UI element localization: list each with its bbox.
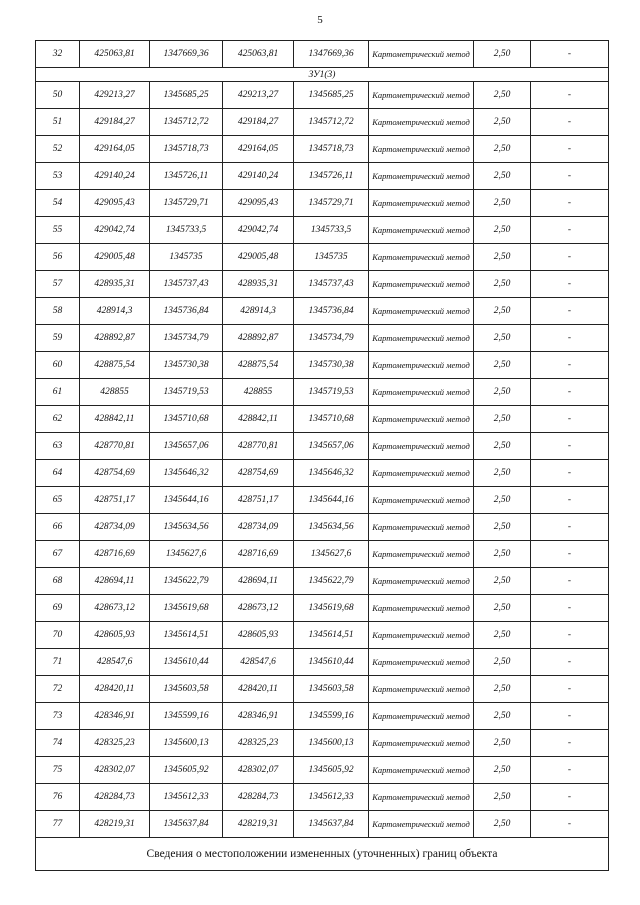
y-coord-cell: 1345612,33	[150, 784, 223, 811]
point-number-cell: 67	[36, 541, 80, 568]
method-cell: Картометрический метод	[369, 406, 474, 433]
method-cell: Картометрический метод	[369, 217, 474, 244]
table-row	[36, 163, 609, 190]
y-coord-cell: 1345734,79	[150, 325, 223, 352]
point-number-cell: 72	[36, 676, 80, 703]
y-coord-cell: 1345599,16	[150, 703, 223, 730]
y-new-coord-cell: 1345610,44	[294, 649, 369, 676]
x-new-coord-cell: 428284,73	[223, 784, 294, 811]
point-number-cell: 71	[36, 649, 80, 676]
accuracy-cell: 2,50	[474, 352, 531, 379]
y-coord-cell: 1345619,68	[150, 595, 223, 622]
table-row	[36, 352, 609, 379]
y-coord-cell: 1345736,84	[150, 298, 223, 325]
y-new-coord-cell: 1345729,71	[294, 190, 369, 217]
x-new-coord-cell: 428751,17	[223, 487, 294, 514]
x-new-coord-cell: 428325,23	[223, 730, 294, 757]
y-new-coord-cell: 1345600,13	[294, 730, 369, 757]
y-new-coord-cell: 1345646,32	[294, 460, 369, 487]
accuracy-cell: 2,50	[474, 622, 531, 649]
y-new-coord-cell: 1345710,68	[294, 406, 369, 433]
x-coord-cell: 425063,81	[80, 41, 150, 68]
y-coord-cell: 1345614,51	[150, 622, 223, 649]
accuracy-cell: 2,50	[474, 676, 531, 703]
description-cell: -	[531, 487, 609, 514]
x-coord-cell: 428420,11	[80, 676, 150, 703]
footer-title: Сведения о местоположении измененных (уточненных) границ объекта	[36, 838, 609, 871]
accuracy-cell: 2,50	[474, 190, 531, 217]
y-coord-cell: 1345637,84	[150, 811, 223, 838]
y-coord-cell: 1345603,58	[150, 676, 223, 703]
table-row	[36, 217, 609, 244]
y-coord-cell: 1345685,25	[150, 82, 223, 109]
point-number-cell: 54	[36, 190, 80, 217]
point-number-cell: 64	[36, 460, 80, 487]
accuracy-cell: 2,50	[474, 109, 531, 136]
x-coord-cell: 428284,73	[80, 784, 150, 811]
description-cell: -	[531, 784, 609, 811]
description-cell: -	[531, 41, 609, 68]
accuracy-cell: 2,50	[474, 487, 531, 514]
x-coord-cell: 428673,12	[80, 595, 150, 622]
x-new-coord-cell: 428734,09	[223, 514, 294, 541]
method-cell: Картометрический метод	[369, 649, 474, 676]
y-new-coord-cell: 1345637,84	[294, 811, 369, 838]
method-cell: Картометрический метод	[369, 784, 474, 811]
x-new-coord-cell: 428673,12	[223, 595, 294, 622]
point-number-cell: 70	[36, 622, 80, 649]
y-coord-cell: 1345735	[150, 244, 223, 271]
x-new-coord-cell: 428694,11	[223, 568, 294, 595]
description-cell: -	[531, 217, 609, 244]
description-cell: -	[531, 271, 609, 298]
table-row	[36, 325, 609, 352]
x-coord-cell: 429184,27	[80, 109, 150, 136]
method-cell: Картометрический метод	[369, 41, 474, 68]
table-row	[36, 136, 609, 163]
point-number-cell: 32	[36, 41, 80, 68]
x-coord-cell: 428892,87	[80, 325, 150, 352]
description-cell: -	[531, 82, 609, 109]
accuracy-cell: 2,50	[474, 595, 531, 622]
x-new-coord-cell: 429042,74	[223, 217, 294, 244]
y-new-coord-cell: 1345599,16	[294, 703, 369, 730]
description-cell: -	[531, 595, 609, 622]
x-new-coord-cell: 429140,24	[223, 163, 294, 190]
x-coord-cell: 428935,31	[80, 271, 150, 298]
y-new-coord-cell: 1345736,84	[294, 298, 369, 325]
method-cell: Картометрический метод	[369, 379, 474, 406]
point-number-cell: 73	[36, 703, 80, 730]
coordinates-table-body	[36, 41, 609, 871]
method-cell: Картометрический метод	[369, 136, 474, 163]
point-number-cell: 65	[36, 487, 80, 514]
accuracy-cell: 2,50	[474, 730, 531, 757]
table-row	[36, 244, 609, 271]
x-new-coord-cell: 428935,31	[223, 271, 294, 298]
method-cell: Картометрический метод	[369, 460, 474, 487]
accuracy-cell: 2,50	[474, 82, 531, 109]
section-title: ЗУ1(3)	[36, 68, 609, 82]
table-row	[36, 190, 609, 217]
accuracy-cell: 2,50	[474, 703, 531, 730]
table-row	[36, 595, 609, 622]
x-new-coord-cell: 428855	[223, 379, 294, 406]
footer-row	[36, 838, 609, 871]
point-number-cell: 56	[36, 244, 80, 271]
y-coord-cell: 1345657,06	[150, 433, 223, 460]
x-new-coord-cell: 428770,81	[223, 433, 294, 460]
x-new-coord-cell: 429213,27	[223, 82, 294, 109]
description-cell: -	[531, 379, 609, 406]
x-coord-cell: 428751,17	[80, 487, 150, 514]
point-number-cell: 57	[36, 271, 80, 298]
method-cell: Картометрический метод	[369, 271, 474, 298]
description-cell: -	[531, 406, 609, 433]
x-coord-cell: 428734,09	[80, 514, 150, 541]
y-new-coord-cell: 1345718,73	[294, 136, 369, 163]
y-new-coord-cell: 1345614,51	[294, 622, 369, 649]
description-cell: -	[531, 136, 609, 163]
description-cell: -	[531, 676, 609, 703]
method-cell: Картометрический метод	[369, 244, 474, 271]
page-number: 5	[317, 14, 323, 26]
table-row	[36, 109, 609, 136]
description-cell: -	[531, 298, 609, 325]
x-new-coord-cell: 428842,11	[223, 406, 294, 433]
method-cell: Картометрический метод	[369, 190, 474, 217]
point-number-cell: 66	[36, 514, 80, 541]
x-coord-cell: 429164,05	[80, 136, 150, 163]
accuracy-cell: 2,50	[474, 217, 531, 244]
accuracy-cell: 2,50	[474, 41, 531, 68]
point-number-cell: 76	[36, 784, 80, 811]
x-new-coord-cell: 428302,07	[223, 757, 294, 784]
accuracy-cell: 2,50	[474, 406, 531, 433]
x-new-coord-cell: 428547,6	[223, 649, 294, 676]
table-row	[36, 487, 609, 514]
y-coord-cell: 1345712,72	[150, 109, 223, 136]
y-new-coord-cell: 1345726,11	[294, 163, 369, 190]
table-row	[36, 41, 609, 68]
method-cell: Картометрический метод	[369, 568, 474, 595]
y-new-coord-cell: 1345627,6	[294, 541, 369, 568]
y-new-coord-cell: 1345612,33	[294, 784, 369, 811]
y-new-coord-cell: 1345605,92	[294, 757, 369, 784]
x-new-coord-cell: 428914,3	[223, 298, 294, 325]
y-new-coord-cell: 1345734,79	[294, 325, 369, 352]
table-row	[36, 784, 609, 811]
table-row	[36, 298, 609, 325]
y-coord-cell: 1345726,11	[150, 163, 223, 190]
method-cell: Картометрический метод	[369, 82, 474, 109]
description-cell: -	[531, 568, 609, 595]
x-coord-cell: 428325,23	[80, 730, 150, 757]
accuracy-cell: 2,50	[474, 325, 531, 352]
method-cell: Картометрический метод	[369, 676, 474, 703]
point-number-cell: 53	[36, 163, 80, 190]
point-number-cell: 61	[36, 379, 80, 406]
accuracy-cell: 2,50	[474, 379, 531, 406]
description-cell: -	[531, 109, 609, 136]
description-cell: -	[531, 244, 609, 271]
accuracy-cell: 2,50	[474, 298, 531, 325]
point-number-cell: 51	[36, 109, 80, 136]
x-new-coord-cell: 429164,05	[223, 136, 294, 163]
x-coord-cell: 428754,69	[80, 460, 150, 487]
table-row	[36, 271, 609, 298]
x-new-coord-cell: 428875,54	[223, 352, 294, 379]
point-number-cell: 59	[36, 325, 80, 352]
description-cell: -	[531, 730, 609, 757]
table-row	[36, 757, 609, 784]
method-cell: Картометрический метод	[369, 109, 474, 136]
method-cell: Картометрический метод	[369, 298, 474, 325]
description-cell: -	[531, 811, 609, 838]
y-coord-cell: 1345719,53	[150, 379, 223, 406]
accuracy-cell: 2,50	[474, 433, 531, 460]
x-coord-cell: 429042,74	[80, 217, 150, 244]
method-cell: Картометрический метод	[369, 730, 474, 757]
point-number-cell: 63	[36, 433, 80, 460]
y-coord-cell: 1345646,32	[150, 460, 223, 487]
method-cell: Картометрический метод	[369, 487, 474, 514]
x-new-coord-cell: 428346,91	[223, 703, 294, 730]
accuracy-cell: 2,50	[474, 811, 531, 838]
point-number-cell: 60	[36, 352, 80, 379]
y-new-coord-cell: 1345730,38	[294, 352, 369, 379]
x-coord-cell: 429095,43	[80, 190, 150, 217]
y-new-coord-cell: 1345737,43	[294, 271, 369, 298]
table-row	[36, 649, 609, 676]
accuracy-cell: 2,50	[474, 163, 531, 190]
x-new-coord-cell: 428219,31	[223, 811, 294, 838]
description-cell: -	[531, 190, 609, 217]
method-cell: Картометрический метод	[369, 352, 474, 379]
y-coord-cell: 1345718,73	[150, 136, 223, 163]
y-new-coord-cell: 1345735	[294, 244, 369, 271]
x-coord-cell: 428842,11	[80, 406, 150, 433]
description-cell: -	[531, 541, 609, 568]
y-new-coord-cell: 1345733,5	[294, 217, 369, 244]
x-coord-cell: 428855	[80, 379, 150, 406]
x-coord-cell: 428547,6	[80, 649, 150, 676]
description-cell: -	[531, 649, 609, 676]
y-coord-cell: 1345710,68	[150, 406, 223, 433]
table-row	[36, 406, 609, 433]
y-coord-cell: 1345730,38	[150, 352, 223, 379]
description-cell: -	[531, 622, 609, 649]
table-row	[36, 811, 609, 838]
point-number-cell: 74	[36, 730, 80, 757]
table-row	[36, 433, 609, 460]
y-coord-cell: 1345737,43	[150, 271, 223, 298]
x-new-coord-cell: 428754,69	[223, 460, 294, 487]
x-coord-cell: 429213,27	[80, 82, 150, 109]
y-new-coord-cell: 1345603,58	[294, 676, 369, 703]
x-new-coord-cell: 429184,27	[223, 109, 294, 136]
accuracy-cell: 2,50	[474, 541, 531, 568]
description-cell: -	[531, 163, 609, 190]
description-cell: -	[531, 460, 609, 487]
y-new-coord-cell: 1347669,36	[294, 41, 369, 68]
point-number-cell: 62	[36, 406, 80, 433]
table-row	[36, 541, 609, 568]
y-coord-cell: 1345729,71	[150, 190, 223, 217]
x-coord-cell: 429005,48	[80, 244, 150, 271]
description-cell: -	[531, 352, 609, 379]
x-new-coord-cell: 429005,48	[223, 244, 294, 271]
method-cell: Картометрический метод	[369, 595, 474, 622]
method-cell: Картометрический метод	[369, 514, 474, 541]
method-cell: Картометрический метод	[369, 325, 474, 352]
y-coord-cell: 1345634,56	[150, 514, 223, 541]
y-new-coord-cell: 1345719,53	[294, 379, 369, 406]
y-new-coord-cell: 1345657,06	[294, 433, 369, 460]
y-coord-cell: 1345622,79	[150, 568, 223, 595]
point-number-cell: 69	[36, 595, 80, 622]
y-new-coord-cell: 1345634,56	[294, 514, 369, 541]
y-new-coord-cell: 1345685,25	[294, 82, 369, 109]
table-row	[36, 514, 609, 541]
description-cell: -	[531, 325, 609, 352]
table-row	[36, 379, 609, 406]
point-number-cell: 58	[36, 298, 80, 325]
table-row	[36, 622, 609, 649]
y-coord-cell: 1345644,16	[150, 487, 223, 514]
table-row	[36, 703, 609, 730]
y-coord-cell: 1345610,44	[150, 649, 223, 676]
accuracy-cell: 2,50	[474, 757, 531, 784]
table-row	[36, 82, 609, 109]
y-coord-cell: 1345605,92	[150, 757, 223, 784]
method-cell: Картометрический метод	[369, 703, 474, 730]
point-number-cell: 55	[36, 217, 80, 244]
x-coord-cell: 428694,11	[80, 568, 150, 595]
accuracy-cell: 2,50	[474, 244, 531, 271]
y-new-coord-cell: 1345622,79	[294, 568, 369, 595]
x-coord-cell: 428302,07	[80, 757, 150, 784]
y-coord-cell: 1345627,6	[150, 541, 223, 568]
section-row	[36, 68, 609, 82]
table-row	[36, 460, 609, 487]
y-new-coord-cell: 1345619,68	[294, 595, 369, 622]
x-coord-cell: 429140,24	[80, 163, 150, 190]
x-coord-cell: 428875,54	[80, 352, 150, 379]
accuracy-cell: 2,50	[474, 649, 531, 676]
method-cell: Картометрический метод	[369, 757, 474, 784]
method-cell: Картометрический метод	[369, 163, 474, 190]
x-coord-cell: 428346,91	[80, 703, 150, 730]
x-coord-cell: 428605,93	[80, 622, 150, 649]
accuracy-cell: 2,50	[474, 514, 531, 541]
x-new-coord-cell: 429095,43	[223, 190, 294, 217]
description-cell: -	[531, 757, 609, 784]
point-number-cell: 50	[36, 82, 80, 109]
table-row	[36, 676, 609, 703]
point-number-cell: 77	[36, 811, 80, 838]
x-coord-cell: 428219,31	[80, 811, 150, 838]
coordinates-table	[35, 40, 609, 871]
accuracy-cell: 2,50	[474, 136, 531, 163]
accuracy-cell: 2,50	[474, 460, 531, 487]
x-new-coord-cell: 428420,11	[223, 676, 294, 703]
table-row	[36, 730, 609, 757]
y-new-coord-cell: 1345644,16	[294, 487, 369, 514]
accuracy-cell: 2,50	[474, 568, 531, 595]
description-cell: -	[531, 703, 609, 730]
y-coord-cell: 1347669,36	[150, 41, 223, 68]
method-cell: Картометрический метод	[369, 811, 474, 838]
x-coord-cell: 428716,69	[80, 541, 150, 568]
description-cell: -	[531, 514, 609, 541]
x-coord-cell: 428770,81	[80, 433, 150, 460]
x-new-coord-cell: 428605,93	[223, 622, 294, 649]
table-row	[36, 568, 609, 595]
point-number-cell: 52	[36, 136, 80, 163]
accuracy-cell: 2,50	[474, 271, 531, 298]
method-cell: Картометрический метод	[369, 541, 474, 568]
x-coord-cell: 428914,3	[80, 298, 150, 325]
y-new-coord-cell: 1345712,72	[294, 109, 369, 136]
method-cell: Картометрический метод	[369, 622, 474, 649]
point-number-cell: 68	[36, 568, 80, 595]
accuracy-cell: 2,50	[474, 784, 531, 811]
x-new-coord-cell: 428716,69	[223, 541, 294, 568]
description-cell: -	[531, 433, 609, 460]
point-number-cell: 75	[36, 757, 80, 784]
y-coord-cell: 1345600,13	[150, 730, 223, 757]
method-cell: Картометрический метод	[369, 433, 474, 460]
x-new-coord-cell: 428892,87	[223, 325, 294, 352]
y-coord-cell: 1345733,5	[150, 217, 223, 244]
x-new-coord-cell: 425063,81	[223, 41, 294, 68]
